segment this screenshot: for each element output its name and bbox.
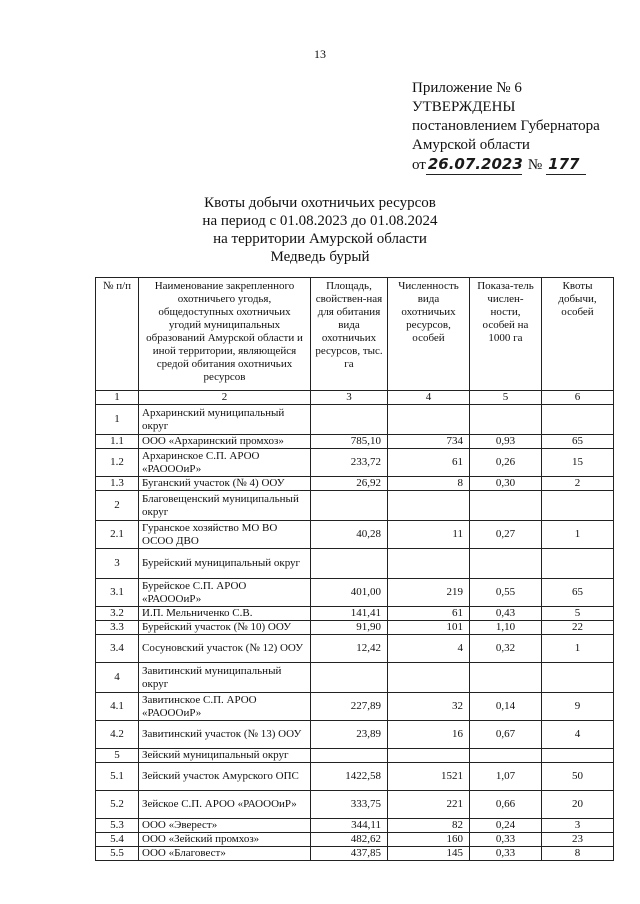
- cell-quota: [542, 663, 614, 693]
- cell-quota: 1: [542, 635, 614, 663]
- cell-num: 1.1: [96, 435, 139, 449]
- cell-density: 1,10: [470, 621, 542, 635]
- cell-area: 233,72: [311, 449, 388, 477]
- document-title: [0, 194, 640, 266]
- cell-count: 16: [388, 721, 470, 749]
- table-row: [96, 847, 614, 861]
- cell-area: [311, 491, 388, 521]
- cell-area: 23,89: [311, 721, 388, 749]
- cell-density: 0,66: [470, 791, 542, 819]
- cell-quota: 22: [542, 621, 614, 635]
- column-number: 1: [96, 391, 139, 405]
- header-count: Численность вида охотничьих ресурсов, особей: [388, 278, 470, 391]
- cell-quota: 1: [542, 521, 614, 549]
- cell-density: 0,32: [470, 635, 542, 663]
- cell-area: 333,75: [311, 791, 388, 819]
- cell-quota: [542, 749, 614, 763]
- cell-name: Завитинский участок (№ 13) ООУ: [139, 721, 311, 749]
- cell-count: [388, 549, 470, 579]
- cell-density: 0,93: [470, 435, 542, 449]
- cell-area: 401,00: [311, 579, 388, 607]
- header-quota: Квоты добычи, особей: [542, 278, 614, 391]
- cell-quota: [542, 549, 614, 579]
- cell-num: 4.2: [96, 721, 139, 749]
- cell-count: 219: [388, 579, 470, 607]
- table-row: [96, 833, 614, 847]
- cell-name: ООО «Зейский промхоз»: [139, 833, 311, 847]
- date-prefix: от: [412, 157, 426, 173]
- cell-name: ООО «Благовест»: [139, 847, 311, 861]
- cell-num: 5.2: [96, 791, 139, 819]
- cell-name: Сосуновский участок (№ 12) ООУ: [139, 635, 311, 663]
- cell-quota: 15: [542, 449, 614, 477]
- cell-count: 61: [388, 449, 470, 477]
- cell-area: 344,11: [311, 819, 388, 833]
- cell-count: 1521: [388, 763, 470, 791]
- table-row: [96, 449, 614, 477]
- cell-quota: 8: [542, 847, 614, 861]
- cell-quota: 2: [542, 477, 614, 491]
- region-label: Амурской области: [412, 137, 530, 153]
- cell-num: 4.1: [96, 693, 139, 721]
- cell-density: 1,07: [470, 763, 542, 791]
- cell-density: [470, 405, 542, 435]
- table-row: [96, 491, 614, 521]
- cell-density: 0,33: [470, 833, 542, 847]
- table-row: [96, 549, 614, 579]
- table-row: [96, 579, 614, 607]
- header-density: Показа-тель числен-ности, особей на 1000 га: [470, 278, 542, 391]
- cell-area: 482,62: [311, 833, 388, 847]
- table-row: [96, 749, 614, 763]
- quota-table: [95, 277, 614, 861]
- title-line-1: Квоты добычи охотничьих ресурсов: [204, 195, 436, 211]
- cell-count: 61: [388, 607, 470, 621]
- cell-area: 437,85: [311, 847, 388, 861]
- cell-num: 5.4: [96, 833, 139, 847]
- cell-count: 32: [388, 693, 470, 721]
- cell-area: 141,41: [311, 607, 388, 621]
- handwritten-date: 26.07.2023: [427, 155, 523, 173]
- cell-name: Завитинский муниципальный округ: [139, 663, 311, 693]
- table-row: [96, 763, 614, 791]
- cell-quota: 9: [542, 693, 614, 721]
- cell-name: Благовещенский муниципальный округ: [139, 491, 311, 521]
- cell-num: 3: [96, 549, 139, 579]
- cell-num: 1.3: [96, 477, 139, 491]
- cell-count: 221: [388, 791, 470, 819]
- cell-density: 0,14: [470, 693, 542, 721]
- title-line-3: на территории Амурской области: [213, 231, 427, 247]
- cell-area: [311, 549, 388, 579]
- cell-name: Бурейский муниципальный округ: [139, 549, 311, 579]
- cell-name: Зейский муниципальный округ: [139, 749, 311, 763]
- cell-count: [388, 405, 470, 435]
- cell-quota: 65: [542, 579, 614, 607]
- cell-count: 101: [388, 621, 470, 635]
- cell-name: ООО «Архаринский промхоз»: [139, 435, 311, 449]
- table-row: [96, 635, 614, 663]
- cell-name: И.П. Мельниченко С.В.: [139, 607, 311, 621]
- cell-count: [388, 749, 470, 763]
- table-row: [96, 607, 614, 621]
- cell-name: Буганский участок (№ 4) ООУ: [139, 477, 311, 491]
- table-row: [96, 693, 614, 721]
- cell-count: 82: [388, 819, 470, 833]
- cell-num: 5.5: [96, 847, 139, 861]
- column-number-row: [96, 391, 614, 405]
- cell-num: 5.1: [96, 763, 139, 791]
- cell-quota: 5: [542, 607, 614, 621]
- cell-density: 0,30: [470, 477, 542, 491]
- cell-num: 2.1: [96, 521, 139, 549]
- cell-quota: 3: [542, 819, 614, 833]
- cell-area: 91,90: [311, 621, 388, 635]
- cell-area: [311, 405, 388, 435]
- cell-density: 0,43: [470, 607, 542, 621]
- cell-name: Бурейский участок (№ 10) ООУ: [139, 621, 311, 635]
- cell-area: 12,42: [311, 635, 388, 663]
- appendix-label: Приложение № 6: [412, 80, 522, 96]
- date-number-line: [412, 155, 600, 175]
- cell-num: 3.3: [96, 621, 139, 635]
- cell-area: [311, 749, 388, 763]
- title-line-4: Медведь бурый: [270, 249, 370, 265]
- column-number: 3: [311, 391, 388, 405]
- cell-name: Архаринский муниципальный округ: [139, 405, 311, 435]
- title-line-2: на период с 01.08.2023 до 01.08.2024: [202, 213, 438, 229]
- cell-area: 785,10: [311, 435, 388, 449]
- column-number: 5: [470, 391, 542, 405]
- page-number: 13: [314, 47, 326, 61]
- cell-name: Гуранское хозяйство МО ВО ОСОО ДВО: [139, 521, 311, 549]
- cell-num: 3.1: [96, 579, 139, 607]
- table-row: [96, 405, 614, 435]
- cell-num: 5.3: [96, 819, 139, 833]
- cell-num: 3.2: [96, 607, 139, 621]
- cell-density: 0,55: [470, 579, 542, 607]
- column-number: 4: [388, 391, 470, 405]
- column-number: 2: [139, 391, 311, 405]
- cell-num: 5: [96, 749, 139, 763]
- resolution-label: постановлением Губернатора: [412, 118, 600, 134]
- cell-name: Бурейское С.П. АРОО «РАОООиР»: [139, 579, 311, 607]
- cell-density: [470, 749, 542, 763]
- cell-name: Зейское С.П. АРОО «РАОООиР»: [139, 791, 311, 819]
- table-row: [96, 721, 614, 749]
- header-num: № п/п: [96, 278, 139, 391]
- table-row: [96, 791, 614, 819]
- table-row: [96, 435, 614, 449]
- header-name: Наименование закрепленного охотничьего угодья, общедоступных охотничьих угодий муниципальных образований Амурской области и иной территории, являющейся средой обитания охотничьих ресурсов: [139, 278, 311, 391]
- cell-name: Зейский участок Амурского ОПС: [139, 763, 311, 791]
- cell-density: 0,27: [470, 521, 542, 549]
- cell-count: [388, 663, 470, 693]
- cell-count: 4: [388, 635, 470, 663]
- cell-num: 3.4: [96, 635, 139, 663]
- cell-num: 1: [96, 405, 139, 435]
- cell-area: 26,92: [311, 477, 388, 491]
- cell-count: [388, 491, 470, 521]
- cell-quota: 50: [542, 763, 614, 791]
- cell-name: Архаринское С.П. АРОО «РАОООиР»: [139, 449, 311, 477]
- cell-quota: 23: [542, 833, 614, 847]
- table-row: [96, 663, 614, 693]
- cell-density: [470, 549, 542, 579]
- cell-density: 0,33: [470, 847, 542, 861]
- table-row: [96, 621, 614, 635]
- cell-density: [470, 491, 542, 521]
- cell-quota: 65: [542, 435, 614, 449]
- table-row: [96, 521, 614, 549]
- cell-area: [311, 663, 388, 693]
- cell-name: ООО «Эверест»: [139, 819, 311, 833]
- cell-area: 1422,58: [311, 763, 388, 791]
- column-number: 6: [542, 391, 614, 405]
- cell-count: 145: [388, 847, 470, 861]
- cell-name: Завитинское С.П. АРОО «РАОООиР»: [139, 693, 311, 721]
- cell-area: 40,28: [311, 521, 388, 549]
- approved-label: УТВЕРЖДЕНЫ: [412, 99, 516, 115]
- cell-quota: 20: [542, 791, 614, 819]
- cell-density: [470, 663, 542, 693]
- approval-block: [412, 79, 600, 175]
- cell-count: 11: [388, 521, 470, 549]
- header-row: [96, 278, 614, 391]
- header-area: Площадь, свойствен-ная для обитания вида охотничьих ресурсов, тыс. га: [311, 278, 388, 391]
- cell-count: 8: [388, 477, 470, 491]
- table-row: [96, 819, 614, 833]
- cell-density: 0,67: [470, 721, 542, 749]
- cell-num: 1.2: [96, 449, 139, 477]
- cell-quota: 4: [542, 721, 614, 749]
- cell-quota: [542, 491, 614, 521]
- cell-count: 734: [388, 435, 470, 449]
- handwritten-number: 177: [546, 155, 586, 175]
- cell-density: 0,24: [470, 819, 542, 833]
- number-prefix: №: [527, 157, 543, 173]
- cell-density: 0,26: [470, 449, 542, 477]
- cell-num: 2: [96, 491, 139, 521]
- cell-num: 4: [96, 663, 139, 693]
- cell-area: 227,89: [311, 693, 388, 721]
- cell-quota: [542, 405, 614, 435]
- cell-count: 160: [388, 833, 470, 847]
- table-row: [96, 477, 614, 491]
